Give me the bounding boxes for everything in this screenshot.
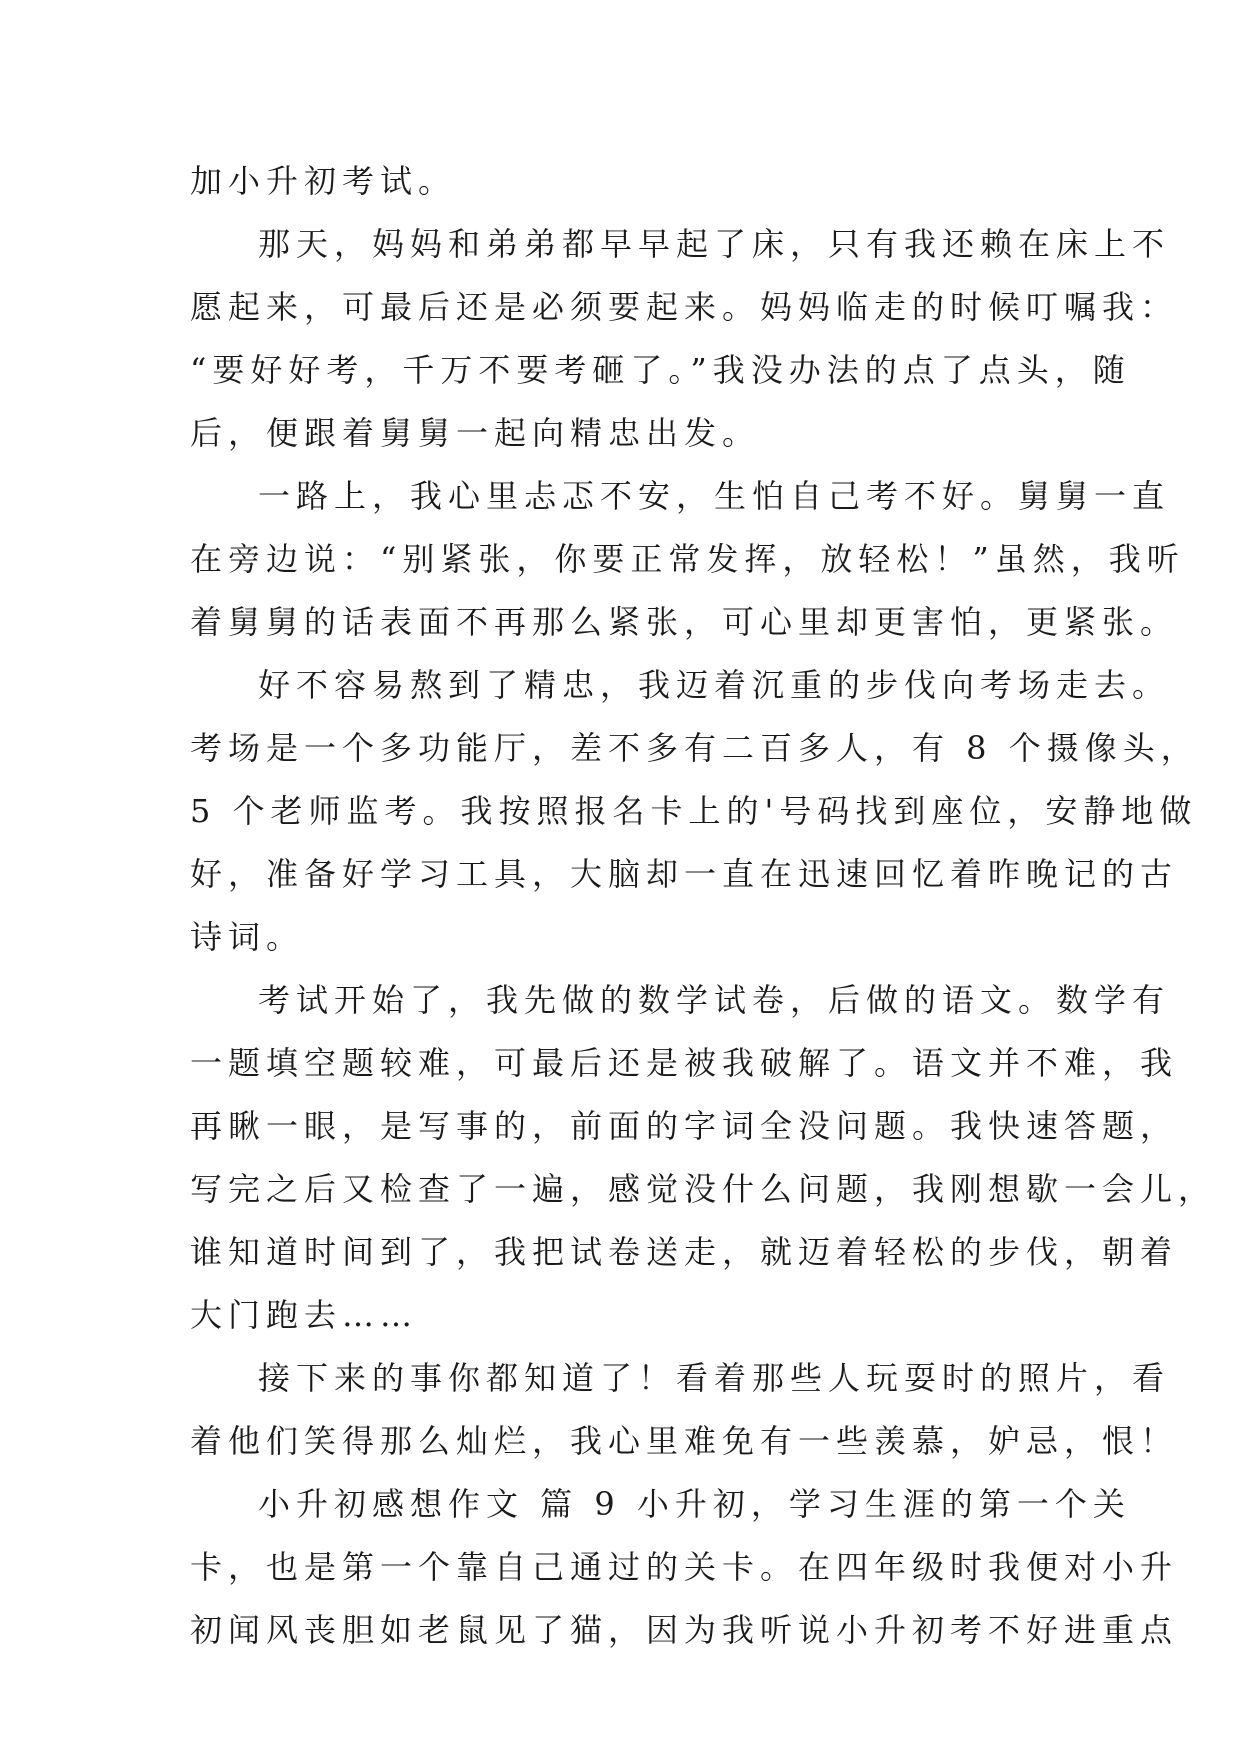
text-line: 5 个老师监考。我按照报名卡上的'号码找到座位，安静地做 [190, 792, 1198, 830]
text-line: 大门跑去…… [190, 1296, 419, 1334]
text-line: 一路上，我心里忐忑不安，生怕自己考不好。舅舅一直 [258, 477, 1171, 515]
text-line: 再瞅一眼，是写事的，前面的字词全没问题。我快速答题， [190, 1107, 1179, 1145]
document-body [190, 150, 1217, 1662]
text-line: 谁知道时间到了，我把试卷送走，就迈着轻松的步伐，朝着 [190, 1233, 1179, 1271]
text-line: 考场是一个多功能厅，差不多有二百多人，有 8 个摄像头， [190, 729, 1199, 767]
text-line: 着他们笑得那么灿烂，我心里难免有一些羡慕，妒忌，恨！ [190, 1422, 1179, 1460]
text-line: 诗词。 [190, 918, 305, 956]
text-line: 在旁边说：“别紧张，你要正常发挥，放轻松！”虽然，我听 [190, 540, 1185, 578]
text-line: 好，准备好学习工具，大脑却一直在迅速回忆着昨晚记的古 [190, 855, 1179, 893]
text-line: 考试开始了，我先做的数学试卷，后做的语文。数学有 [258, 981, 1171, 1019]
text-line: 初闻风丧胆如老鼠见了猫，因为我听说小升初考不好进重点 [190, 1611, 1179, 1649]
text-line: 一题填空题较难，可最后还是被我破解了。语文并不难，我 [190, 1044, 1179, 1082]
text-line: 愿起来，可最后还是必须要起来。妈妈临走的时候叮嘱我： [190, 288, 1179, 326]
text-line: 那天，妈妈和弟弟都早早起了床，只有我还赖在床上不 [258, 225, 1171, 263]
text-line: “要好好考，千万不要考砸了。”我没办法的点了点头，随 [190, 351, 1131, 389]
text-line: 好不容易熬到了精忠，我迈着沉重的步伐向考场走去。 [258, 666, 1171, 704]
text-line: 卡，也是第一个靠自己通过的关卡。在四年级时我便对小升 [190, 1548, 1179, 1586]
text-line: 加小升初考试。 [190, 162, 457, 200]
text-line: 着舅舅的话表面不再那么紧张，可心里却更害怕，更紧张。 [190, 603, 1179, 641]
text-line: 写完之后又检查了一遍，感觉没什么问题，我刚想歇一会儿， [190, 1170, 1217, 1208]
text-line: 小升初感想作文 篇 9 小升初，学习生涯的第一个关 [258, 1485, 1131, 1523]
text-line: 接下来的事你都知道了！看着那些人玩耍时的照片，看 [258, 1359, 1171, 1397]
text-line: 后，便跟着舅舅一起向精忠出发。 [190, 414, 761, 452]
